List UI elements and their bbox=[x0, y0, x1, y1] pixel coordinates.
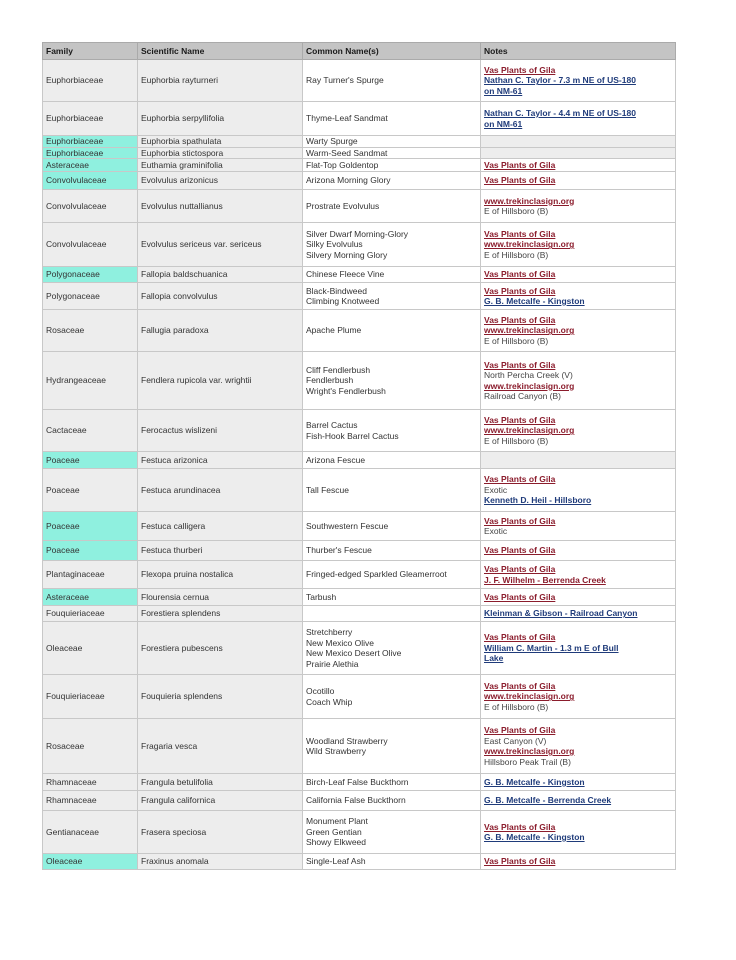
family-cell: Fouquieriaceae bbox=[43, 606, 138, 622]
note-link[interactable]: Vas Plants of Gila bbox=[484, 515, 556, 526]
table-row bbox=[43, 283, 676, 310]
family-cell: Euphorbiaceae bbox=[43, 102, 138, 136]
family-cell: Euphorbiaceae bbox=[43, 60, 138, 102]
notes-cell bbox=[481, 136, 676, 148]
notes-cell bbox=[481, 159, 676, 172]
common-names-cell bbox=[303, 267, 481, 283]
note-link[interactable]: Kleinman & Gibson - Railroad Canyon bbox=[484, 608, 638, 619]
common-name: Birch-Leaf False Buckthorn bbox=[306, 776, 409, 787]
notes-cell bbox=[481, 561, 676, 589]
notes-cell bbox=[481, 283, 676, 310]
family-cell: Poaceae bbox=[43, 452, 138, 469]
header-notes: Notes bbox=[481, 43, 676, 60]
table-row bbox=[43, 159, 676, 172]
note-link[interactable]: G. B. Metcalfe - Kingston bbox=[484, 296, 585, 306]
notes-cell bbox=[481, 774, 676, 791]
note-link[interactable]: Vas Plants of Gila bbox=[484, 591, 556, 602]
note-link[interactable]: www.trekinclasign.org bbox=[484, 239, 575, 250]
scientific-name-cell: Evolvulus sericeus var. sericeus bbox=[138, 223, 303, 267]
table-row bbox=[43, 791, 676, 811]
header-family: Family bbox=[43, 43, 138, 60]
common-names-cell bbox=[303, 310, 481, 352]
header-common-names: Common Name(s) bbox=[303, 43, 481, 60]
common-name: Flat-Top Goldentop bbox=[306, 159, 379, 170]
notes-cell bbox=[481, 512, 676, 541]
family-cell: Rhamnaceae bbox=[43, 791, 138, 811]
table-row bbox=[43, 541, 676, 561]
scientific-name-cell: Euphorbia serpyllifolia bbox=[138, 102, 303, 136]
common-name: Warm-Seed Sandmat bbox=[306, 147, 388, 158]
common-names-cell bbox=[303, 190, 481, 223]
notes-cell bbox=[481, 147, 676, 159]
note-text: E of Hillsboro (B) bbox=[484, 249, 549, 260]
common-names-cell bbox=[303, 223, 481, 267]
family-cell: Convolvulaceae bbox=[43, 190, 138, 223]
scientific-name-cell: Fendlera rupicola var. wrightii bbox=[138, 352, 303, 410]
family-cell: Polygonaceae bbox=[43, 283, 138, 310]
scientific-name-cell: Forestiera splendens bbox=[138, 606, 303, 622]
note-link[interactable]: on NM-61 bbox=[484, 85, 523, 96]
common-name: Woodland Strawberry bbox=[306, 735, 388, 746]
common-names-cell bbox=[303, 811, 481, 854]
note-link[interactable]: on NM-61 bbox=[484, 118, 523, 129]
note-text: E of Hillsboro (B) bbox=[484, 206, 549, 216]
notes-cell bbox=[481, 675, 676, 719]
note-link[interactable]: Vas Plants of Gila bbox=[484, 725, 556, 735]
table-row bbox=[43, 774, 676, 791]
common-names-cell bbox=[303, 774, 481, 791]
family-cell: Cactaceae bbox=[43, 410, 138, 452]
notes-cell bbox=[481, 60, 676, 102]
notes-cell bbox=[481, 310, 676, 352]
scientific-name-cell: Fallopia baldschuanica bbox=[138, 267, 303, 283]
common-name: Apache Plume bbox=[306, 325, 362, 336]
table-row bbox=[43, 452, 676, 469]
note-link[interactable]: Vas Plants of Gila bbox=[484, 175, 556, 186]
common-names-cell bbox=[303, 589, 481, 606]
common-names-cell bbox=[303, 622, 481, 675]
common-name: Climbing Knotweed bbox=[306, 296, 380, 306]
common-name: Thyme-Leaf Sandmat bbox=[306, 113, 388, 124]
note-link[interactable]: Vas Plants of Gila bbox=[484, 821, 556, 832]
notes-cell bbox=[481, 811, 676, 854]
common-names-cell bbox=[303, 561, 481, 589]
note-link[interactable]: www.trekinclasign.org bbox=[484, 325, 575, 336]
notes-cell bbox=[481, 854, 676, 870]
note-link[interactable]: Vas Plants of Gila bbox=[484, 632, 556, 643]
family-cell: Hydrangeaceae bbox=[43, 352, 138, 410]
table-row bbox=[43, 136, 676, 148]
table-row bbox=[43, 512, 676, 541]
scientific-name-cell: Fallugia paradoxa bbox=[138, 310, 303, 352]
scientific-name-cell: Ferocactus wislizeni bbox=[138, 410, 303, 452]
note-link[interactable]: J. F. Wilhelm - Berrenda Creek bbox=[484, 574, 606, 585]
scientific-name-cell: Festuca arundinacea bbox=[138, 469, 303, 512]
scientific-name-cell: Euphorbia rayturneri bbox=[138, 60, 303, 102]
table-row bbox=[43, 469, 676, 512]
scientific-name-cell: Festuca arizonica bbox=[138, 452, 303, 469]
table-row bbox=[43, 622, 676, 675]
notes-cell bbox=[481, 606, 676, 622]
table-row bbox=[43, 267, 676, 283]
common-name: Monument Plant bbox=[306, 816, 368, 827]
table-row bbox=[43, 190, 676, 223]
family-cell: Rosaceae bbox=[43, 310, 138, 352]
common-name: Arizona Fescue bbox=[306, 454, 366, 465]
header-row bbox=[43, 43, 676, 60]
common-name: Warty Spurge bbox=[306, 136, 358, 146]
note-link[interactable]: www.trekinclasign.org bbox=[484, 380, 575, 391]
note-link[interactable]: Vas Plants of Gila bbox=[484, 64, 556, 75]
family-cell: Poaceae bbox=[43, 512, 138, 541]
scientific-name-cell: Evolvulus nuttallianus bbox=[138, 190, 303, 223]
note-link[interactable]: Vas Plants of Gila bbox=[484, 159, 556, 170]
common-name: Silvery Morning Glory bbox=[306, 249, 388, 260]
note-link[interactable]: Vas Plants of Gila bbox=[484, 474, 556, 485]
note-link[interactable]: Nathan C. Taylor - 4.4 m NE of US-180 bbox=[484, 108, 636, 118]
common-name: Cliff Fendlerbush bbox=[306, 364, 371, 375]
note-link[interactable]: www.trekinclasign.org bbox=[484, 425, 575, 436]
note-link[interactable]: Vas Plants of Gila bbox=[484, 314, 556, 325]
common-name: Black-Bindweed bbox=[306, 285, 367, 296]
common-names-cell bbox=[303, 410, 481, 452]
table-row bbox=[43, 561, 676, 589]
notes-cell bbox=[481, 190, 676, 223]
common-name: New Mexico Desert Olive bbox=[306, 648, 402, 658]
note-link[interactable]: Vas Plants of Gila bbox=[484, 285, 556, 296]
header-scientific-name: Scientific Name bbox=[138, 43, 303, 60]
table-row bbox=[43, 102, 676, 136]
common-name: Stretchberry bbox=[306, 627, 353, 637]
note-text: Hillsboro Peak Trail (B) bbox=[484, 756, 571, 767]
scientific-name-cell: Frasera speciosa bbox=[138, 811, 303, 854]
family-cell: Plantaginaceae bbox=[43, 561, 138, 589]
note-text: Exotic bbox=[484, 484, 508, 495]
note-link[interactable]: Nathan C. Taylor - 7.3 m NE of US-180 bbox=[484, 75, 636, 86]
common-name: Green Gentian bbox=[306, 826, 362, 837]
notes-cell bbox=[481, 622, 676, 675]
note-link[interactable]: William C. Martin - 1.3 m E of Bull bbox=[484, 642, 619, 653]
scientific-name-cell: Frangula betulifolia bbox=[138, 774, 303, 791]
table-row bbox=[43, 589, 676, 606]
common-names-cell bbox=[303, 675, 481, 719]
table-row bbox=[43, 410, 676, 452]
family-cell: Gentianaceae bbox=[43, 811, 138, 854]
common-names-cell bbox=[303, 541, 481, 561]
family-cell: Convolvulaceae bbox=[43, 223, 138, 267]
common-names-cell bbox=[303, 719, 481, 774]
table-row bbox=[43, 854, 676, 870]
family-cell: Asteraceae bbox=[43, 589, 138, 606]
notes-cell bbox=[481, 223, 676, 267]
common-names-cell bbox=[303, 854, 481, 870]
notes-cell bbox=[481, 469, 676, 512]
note-link[interactable]: Vas Plants of Gila bbox=[484, 856, 556, 867]
family-cell: Oleaceae bbox=[43, 854, 138, 870]
common-names-cell bbox=[303, 352, 481, 410]
scientific-name-cell: Fragaria vesca bbox=[138, 719, 303, 774]
family-cell: Rhamnaceae bbox=[43, 774, 138, 791]
common-names-cell bbox=[303, 606, 481, 622]
common-name: Silky Evolvulus bbox=[306, 239, 363, 250]
scientific-name-cell: Flourensia cernua bbox=[138, 589, 303, 606]
notes-cell bbox=[481, 267, 676, 283]
note-text: E of Hillsboro (B) bbox=[484, 335, 549, 346]
note-link[interactable]: Vas Plants of Gila bbox=[484, 680, 556, 691]
table-row bbox=[43, 60, 676, 102]
common-name: Barrel Cactus bbox=[306, 420, 358, 430]
common-name: Tall Fescue bbox=[306, 484, 349, 495]
scientific-name-cell: Euphorbia stictospora bbox=[138, 147, 303, 159]
table-body bbox=[43, 60, 676, 870]
notes-cell bbox=[481, 541, 676, 561]
note-link[interactable]: www.trekinclasign.org bbox=[484, 691, 575, 702]
common-names-cell bbox=[303, 452, 481, 469]
note-text: East Canyon (V) bbox=[484, 735, 547, 746]
notes-cell bbox=[481, 791, 676, 811]
common-name: Wright's Fendlerbush bbox=[306, 385, 386, 396]
note-text: E of Hillsboro (B) bbox=[484, 701, 549, 712]
table-row bbox=[43, 606, 676, 622]
table-row bbox=[43, 310, 676, 352]
scientific-name-cell: Euthamia graminifolia bbox=[138, 159, 303, 172]
common-names-cell bbox=[303, 791, 481, 811]
note-link[interactable]: G. B. Metcalfe - Kingston bbox=[484, 832, 585, 842]
scientific-name-cell: Festuca calligera bbox=[138, 512, 303, 541]
family-cell: Convolvulaceae bbox=[43, 172, 138, 190]
common-name: Fendlerbush bbox=[306, 375, 354, 386]
common-name: Arizona Morning Glory bbox=[306, 175, 391, 186]
note-link[interactable]: Kenneth D. Heil - Hillsboro bbox=[484, 495, 592, 506]
common-name: Prairie Alethia bbox=[306, 658, 359, 669]
common-name: Chinese Fleece Vine bbox=[306, 269, 385, 280]
common-name: Ray Turner's Spurge bbox=[306, 75, 384, 86]
plant-table bbox=[42, 42, 676, 870]
scientific-name-cell: Flexopa pruina nostalica bbox=[138, 561, 303, 589]
scientific-name-cell: Forestiera pubescens bbox=[138, 622, 303, 675]
family-cell: Oleaceae bbox=[43, 622, 138, 675]
family-cell: Rosaceae bbox=[43, 719, 138, 774]
notes-cell bbox=[481, 452, 676, 469]
common-name: Fringed-edged Sparkled Gleamerroot bbox=[306, 569, 447, 580]
note-link[interactable]: Vas Plants of Gila bbox=[484, 545, 556, 556]
table-row bbox=[43, 719, 676, 774]
common-names-cell bbox=[303, 60, 481, 102]
common-names-cell bbox=[303, 283, 481, 310]
table-row bbox=[43, 352, 676, 410]
note-link[interactable]: Lake bbox=[484, 653, 504, 664]
family-cell: Poaceae bbox=[43, 541, 138, 561]
common-name: Showy Elkweed bbox=[306, 837, 367, 848]
note-link[interactable]: Vas Plants of Gila bbox=[484, 228, 556, 239]
scientific-name-cell: Festuca thurberi bbox=[138, 541, 303, 561]
common-name: Prostrate Evolvulus bbox=[306, 200, 380, 211]
scientific-name-cell: Evolvulus arizonicus bbox=[138, 172, 303, 190]
table-row bbox=[43, 172, 676, 190]
common-name: Tarbush bbox=[306, 591, 337, 602]
table-row bbox=[43, 147, 676, 159]
notes-cell bbox=[481, 589, 676, 606]
notes-cell bbox=[481, 352, 676, 410]
notes-cell bbox=[481, 102, 676, 136]
common-name: New Mexico Olive bbox=[306, 637, 375, 648]
common-name: Fish-Hook Barrel Cactus bbox=[306, 430, 399, 441]
common-name: Ocotillo bbox=[306, 686, 335, 696]
note-link[interactable]: Vas Plants of Gila bbox=[484, 564, 556, 574]
note-text: Railroad Canyon (B) bbox=[484, 391, 562, 401]
common-name: Thurber's Fescue bbox=[306, 545, 372, 556]
note-link[interactable]: Vas Plants of Gila bbox=[484, 414, 556, 425]
common-name: Coach Whip bbox=[306, 696, 353, 707]
table-row bbox=[43, 675, 676, 719]
note-link[interactable]: www.trekinclasign.org bbox=[484, 195, 575, 206]
scientific-name-cell: Frangula californica bbox=[138, 791, 303, 811]
note-link[interactable]: G. B. Metcalfe - Kingston bbox=[484, 776, 585, 787]
common-name: Single-Leaf Ash bbox=[306, 856, 366, 867]
notes-cell bbox=[481, 410, 676, 452]
note-link[interactable]: www.trekinclasign.org bbox=[484, 746, 575, 756]
common-name: Silver Dwarf Morning-Glory bbox=[306, 228, 409, 239]
common-names-cell bbox=[303, 147, 481, 159]
common-name: Wild Strawberry bbox=[306, 746, 366, 756]
scientific-name-cell: Euphorbia spathulata bbox=[138, 136, 303, 148]
note-link[interactable]: G. B. Metcalfe - Berrenda Creek bbox=[484, 795, 612, 806]
notes-cell bbox=[481, 172, 676, 190]
scientific-name-cell: Fouquieria splendens bbox=[138, 675, 303, 719]
common-names-cell bbox=[303, 159, 481, 172]
common-names-cell bbox=[303, 136, 481, 148]
table-row bbox=[43, 223, 676, 267]
common-names-cell bbox=[303, 512, 481, 541]
table-row bbox=[43, 811, 676, 854]
note-link[interactable]: Vas Plants of Gila bbox=[484, 269, 556, 280]
note-text: Exotic bbox=[484, 526, 508, 536]
common-name: Southwestern Fescue bbox=[306, 520, 389, 531]
common-name: California False Buckthorn bbox=[306, 795, 406, 806]
scientific-name-cell: Fraxinus anomala bbox=[138, 854, 303, 870]
note-text: North Percha Creek (V) bbox=[484, 370, 573, 380]
family-cell: Asteraceae bbox=[43, 159, 138, 172]
scientific-name-cell: Fallopia convolvulus bbox=[138, 283, 303, 310]
common-names-cell bbox=[303, 469, 481, 512]
family-cell: Euphorbiaceae bbox=[43, 136, 138, 148]
family-cell: Euphorbiaceae bbox=[43, 147, 138, 159]
family-cell: Fouquieriaceae bbox=[43, 675, 138, 719]
family-cell: Poaceae bbox=[43, 469, 138, 512]
common-names-cell bbox=[303, 172, 481, 190]
note-text: E of Hillsboro (B) bbox=[484, 435, 549, 446]
notes-cell bbox=[481, 719, 676, 774]
common-names-cell bbox=[303, 102, 481, 136]
family-cell: Polygonaceae bbox=[43, 267, 138, 283]
note-link[interactable]: Vas Plants of Gila bbox=[484, 359, 556, 370]
